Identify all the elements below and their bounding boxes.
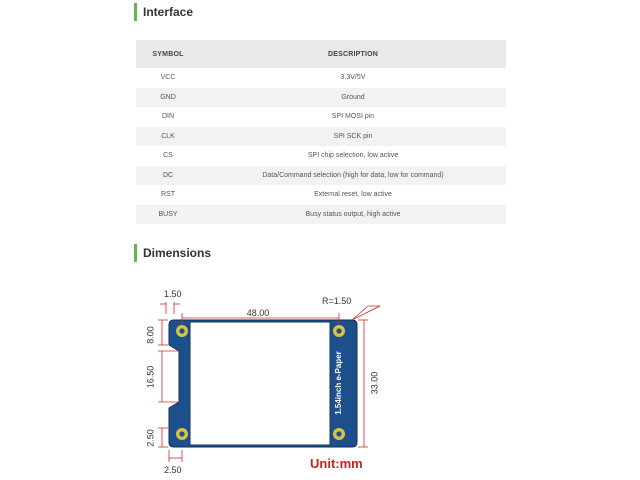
dimension-drawing [130, 280, 390, 478]
pin-symbol: CS [136, 146, 200, 166]
screen-area [190, 322, 330, 445]
dimensions-title: Dimensions [143, 246, 212, 260]
dim-label-top-edge: 8.00 [145, 326, 156, 344]
column-header-symbol: SYMBOL [136, 40, 200, 68]
table-row [136, 88, 506, 108]
heading-accent-bar [134, 244, 137, 262]
dim-label-bottom-edge: 2.50 [145, 429, 156, 447]
dim-label-connector-span: 16.50 [145, 365, 156, 389]
mounting-hole [176, 428, 188, 440]
pin-description: External reset, low active [200, 185, 506, 205]
pin-symbol: DC [136, 166, 200, 186]
dim-label-bottom-offset: 2.50 [164, 465, 182, 475]
pin-symbol: DIN [136, 107, 200, 127]
pin-description: SPI chip selection, low active [200, 146, 506, 166]
table-row [136, 68, 506, 88]
pin-description: 3.3V/5V [200, 68, 506, 88]
pin-symbol: VCC [136, 68, 200, 88]
mounting-hole [333, 428, 345, 440]
dim-label-corner-radius: R=1.50 [322, 296, 352, 306]
mounting-hole [333, 325, 345, 337]
pin-symbol: GND [136, 88, 200, 108]
dim-label-top-left-offset: 1.50 [164, 289, 182, 299]
table-row [136, 127, 506, 147]
dimensions-heading [134, 244, 211, 262]
pin-symbol: BUSY [136, 205, 200, 225]
interface-title: Interface [143, 5, 194, 19]
table-row [136, 205, 506, 225]
column-header-description: DESCRIPTION [200, 40, 506, 68]
pin-symbol: RST [136, 185, 200, 205]
unit-label: Unit:mm [310, 456, 363, 471]
table-row [136, 166, 506, 186]
pin-symbol: CLK [136, 127, 200, 147]
pin-description: SPI MOSI pin [200, 107, 506, 127]
interface-heading [134, 3, 193, 21]
mounting-hole [176, 325, 188, 337]
dim-label-width: 48.00 [246, 308, 270, 318]
interface-table [136, 40, 506, 224]
pin-description: Data/Command selection (high for data, low for command) [200, 166, 506, 186]
table-row [136, 185, 506, 205]
table-row [136, 107, 506, 127]
pin-description: Busy status output, high active [200, 205, 506, 225]
pin-description: Ground [200, 88, 506, 108]
module-name-label: 1.54inch e-Paper [334, 351, 344, 415]
dim-label-height: 33.00 [369, 371, 380, 395]
heading-accent-bar [134, 3, 137, 21]
table-row [136, 146, 506, 166]
pin-description: SPI SCK pin [200, 127, 506, 147]
table-header-row [136, 40, 506, 68]
